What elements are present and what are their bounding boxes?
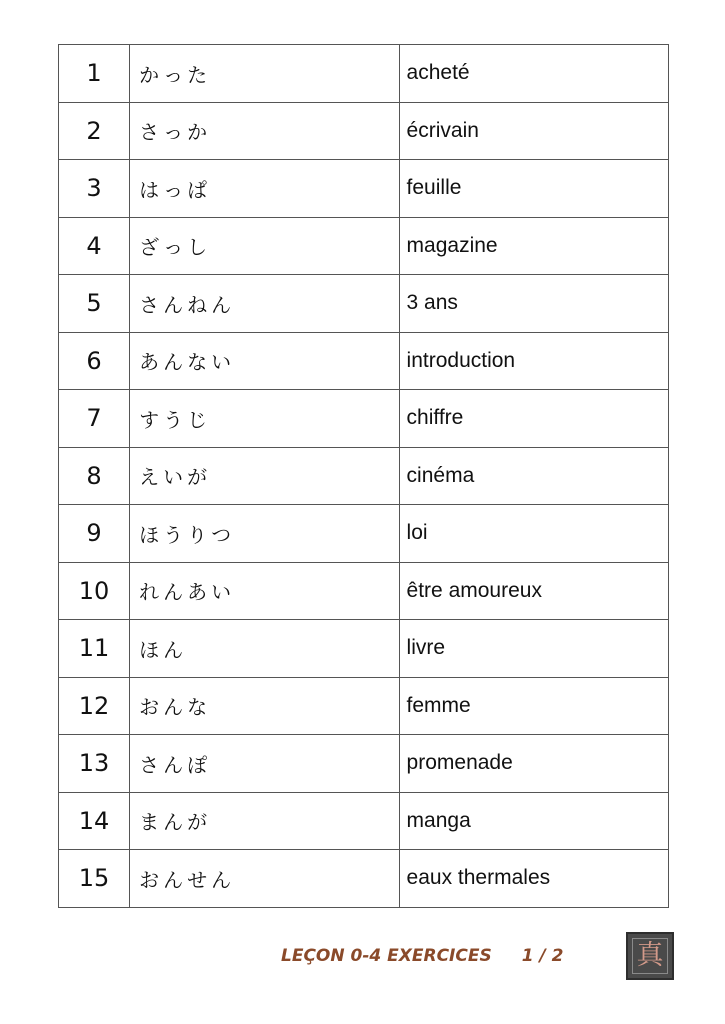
logo-glyph: 真 [636,940,664,971]
table-row [59,390,669,448]
japanese-word: かった [130,45,399,103]
logo-frame [632,938,668,974]
row-number: 12 [59,677,130,735]
row-number: 14 [59,792,130,850]
table-row [59,735,669,793]
vocabulary-table [58,44,669,908]
french-translation: femme [399,677,668,735]
table-row [59,562,669,620]
row-number: 9 [59,505,130,563]
table-row [59,677,669,735]
french-translation: 3 ans [399,275,668,333]
table-row [59,620,669,678]
japanese-word: はっぱ [130,160,399,218]
lesson-title: LEÇON 0-4 EXERCICES [281,946,492,966]
row-number: 6 [59,332,130,390]
japanese-word: ほん [130,620,399,678]
french-translation: chiffre [399,390,668,448]
table-row [59,45,669,103]
japanese-word: まんが [130,792,399,850]
japanese-word: さんねん [130,275,399,333]
row-number: 1 [59,45,130,103]
table-row [59,217,669,275]
french-translation: livre [399,620,668,678]
french-translation: loi [399,505,668,563]
row-number: 8 [59,447,130,505]
row-number: 2 [59,102,130,160]
japanese-word: おんせん [130,850,399,908]
japanese-word: さっか [130,102,399,160]
french-translation: promenade [399,735,668,793]
japanese-word: ほうりつ [130,505,399,563]
shin-kanji-logo-icon [626,932,674,980]
table-row [59,332,669,390]
french-translation: être amoureux [399,562,668,620]
japanese-word: ざっし [130,217,399,275]
japanese-word: おんな [130,677,399,735]
table-row [59,160,669,218]
table-row [59,792,669,850]
french-translation: écrivain [399,102,668,160]
table-row [59,275,669,333]
row-number: 5 [59,275,130,333]
japanese-word: えいが [130,447,399,505]
row-number: 10 [59,562,130,620]
row-number: 4 [59,217,130,275]
vocabulary-table-body [59,45,669,908]
table-row [59,447,669,505]
table-row [59,850,669,908]
row-number: 7 [59,390,130,448]
french-translation: manga [399,792,668,850]
french-translation: magazine [399,217,668,275]
page-footer [281,946,563,966]
table-row [59,102,669,160]
row-number: 3 [59,160,130,218]
french-translation: introduction [399,332,668,390]
row-number: 11 [59,620,130,678]
row-number: 13 [59,735,130,793]
french-translation: feuille [399,160,668,218]
french-translation: acheté [399,45,668,103]
japanese-word: さんぽ [130,735,399,793]
row-number: 15 [59,850,130,908]
japanese-word: あんない [130,332,399,390]
french-translation: eaux thermales [399,850,668,908]
page-number: 1 / 2 [521,946,564,966]
japanese-word: すうじ [130,390,399,448]
french-translation: cinéma [399,447,668,505]
table-row [59,505,669,563]
japanese-word: れんあい [130,562,399,620]
